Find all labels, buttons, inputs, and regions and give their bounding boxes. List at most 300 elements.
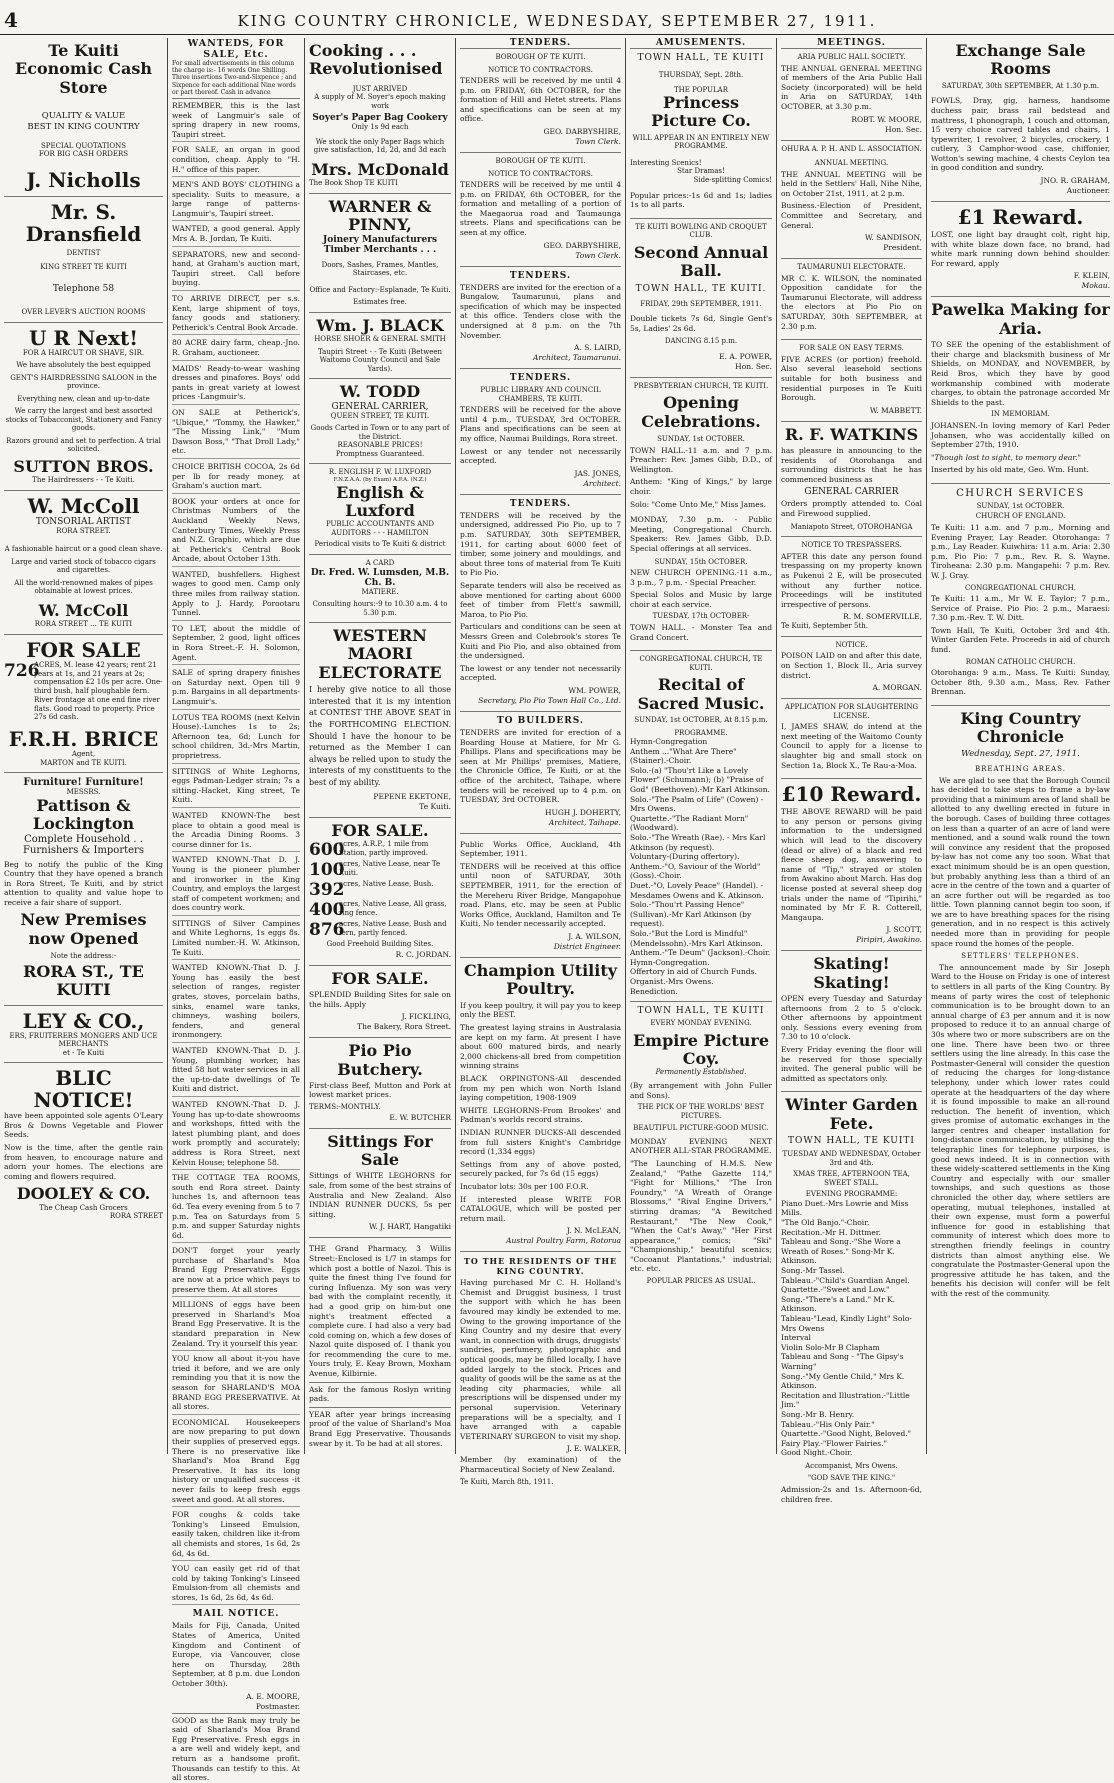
article-heading: BREATHING AREAS.: [975, 765, 1066, 774]
tender-notice: [460, 495, 621, 712]
ad-heading: Mrs. McDonald: [311, 159, 449, 179]
signature: Architect, Taumarunui.: [532, 353, 621, 363]
ad-line: Doors, Sashes, Frames, Mantles, Staircases, etc.: [321, 260, 439, 278]
ad-heading: SUTTON BROS.: [13, 456, 154, 476]
notice-body: TENDERS will be received by me until 4 p.m. on FRIDAY, 6th OCTOBER, for the formation and metalling of a portion of the Maegaorua road and Taumaunga streets. Plans and specifications can be seen at my office.: [460, 180, 621, 238]
column-6: [776, 38, 926, 1504]
ad-line: F.N.Z.A.A. (by Exam) A.P.A. (N.Z.): [333, 476, 427, 483]
ad-line: MATIERE.: [361, 587, 399, 596]
ad-line: A fashionable haircut or a good clean shave.: [4, 545, 163, 554]
programme-item: Recitation.-Mr H. Dittmer.: [781, 1227, 881, 1237]
ad-line: RORA STREET ... TE KUITI: [34, 620, 133, 629]
signature: J. FICKLING,: [401, 1012, 451, 1022]
signature: GEO. DARBYSHIRE,: [543, 127, 621, 137]
listing-text: acres, A.R.P., 1 mile from Station, partly improved.: [339, 840, 429, 857]
building-sites-ad: [309, 966, 451, 1039]
classified-item: FOR SALE, an organ in good condition, cheap. Apply to "H. H." office of this paper.: [172, 145, 300, 177]
poison-notice: [781, 637, 922, 699]
notice-body: "Though lost to sight, to memory dear.": [931, 452, 1081, 462]
ad-heading: Economic Cash Store: [15, 59, 152, 97]
article-body: The announcement made by Sir Joseph Ward to the House on Friday is one of interest to settlers in all parts of the King Country. By means of party wires the cost of telephonic communication is to be brought down to an annual charge of £3 per annum and it is now proposed to reduce it to an annual charge of 30s where two or more subscribers are on the one line. There have been two or three settlers using the line already. In this case the Postmaster-General will consider the question of reducing the charges for long-distance telephony, under which lower rates could operate at the headquarters of the day where it is found impossible to make an all-round reduction. The benefit of invention, which gives promise of automatic exchanges in the larger centres and cheaper installation for long-distance communication, by utilising the telegraphic lines for telephone purposes, is good news indeed. It is in connection with these widely-scattered settlements in the King Country and especially with our smaller townships, and such questions as those chronicled the other day, where settlers are operating, mutual telephones, installed at their own expense, must form a powerful influence for good in establishing that community of interest which does more to strengthen friendly feelings in country districts than almost anything else. We congratulate the Postmaster-General upon the progressive attitude he has taken, and the benefits his decision will confer will be felt with the rest of the community.: [931, 962, 1110, 1298]
tender-notice: [460, 834, 621, 958]
ad-heading: Furniture! Furniture!: [23, 777, 144, 789]
signature: Member (by examination) of the Pharmaceutical Society of New Zealand.: [460, 1455, 621, 1474]
column-heading: WANTEDS, FOR SALE, Etc.: [187, 38, 285, 60]
land-listing: [4, 661, 163, 722]
ad-line: TOWN HALL, TE KUITI: [788, 1136, 915, 1147]
column-heading: TENDERS.: [460, 38, 621, 49]
editorial: [931, 706, 1110, 1307]
programme-item: Solo.-"The Psalm of Life" (Cowen) -Mrs Owens.: [630, 794, 764, 814]
ad-body: Double tickets 7s 6d, Single Gent's 5s, Ladies' 2s 6d.: [630, 314, 772, 333]
ad-line: Permanently Established.: [655, 1068, 747, 1077]
signature: President.: [883, 243, 922, 253]
signature: J. SCOTT,: [886, 925, 922, 935]
notice-body: I, JAMES SHAW, do intend at the next meeting of the Waitomo County Council to apply for a license to slaughter big and small stock on Section 1a, Block X., Te Rau-a-Moa.: [781, 722, 922, 770]
tender-notice: [460, 712, 621, 834]
ad-line: R. ENGLISH F. W. LUXFORD: [328, 468, 432, 477]
ad-line: We carry the largest and best assorted stocks of Tobacconist, Stationery and Fancy goods.: [5, 407, 162, 433]
notice-body: TENDERS will be received by the undersigned, addressed Pio Pio, up to 7 p.m. SATURDAY, 30th SEPTEMBER, 1911, for carting about 6000 feet of timber, some joinery and mouldings, and about three tons of material from Te Kuiti to Pio Pio.: [460, 510, 621, 578]
notice-heading: NOTICE TO CONTRACTORS.: [488, 169, 593, 178]
ad-line: Promptness Guaranteed.: [335, 449, 425, 458]
ad-body: MONDAY, 7.30 p.m. - Public Meeting, Congregational Church. Speakers: Rev. James Gibb, D.D. Special offerings at all services.: [630, 515, 772, 553]
ad-line: PUBLIC ACCOUNTANTS AND AUDITORS - - - HAMILTON: [325, 520, 435, 537]
ad-line: Accompanist, Mrs Owens.: [805, 1461, 898, 1470]
ad-line: Soyer's Paper Bag Cookery: [312, 113, 448, 124]
reward-notice: [781, 779, 922, 951]
notice-heading: NOTICE TO CONTRACTORS.: [488, 65, 593, 74]
classified-list: [172, 101, 300, 1606]
programme-item: Solo.-(a) "Thou'rt Like a Lovely Flower" (Schumann); (b) "Praise of God" (Beethoven).-Mr Karl Atkinson.: [630, 765, 770, 795]
listing-text: acres, Native Lease, Bush and fern, partly fenced.: [339, 920, 447, 937]
ad-heading: English & Luxford: [336, 482, 424, 520]
ad-body: YEAR after year brings increasing proof of the value of Sharland's Moa Brand Egg Preservative. Thousands swear by it. To be had at all stores.: [309, 1407, 451, 1448]
acre-listing: [309, 920, 451, 940]
ad-body: (By arrangement with John Fuller and Sons).: [630, 1080, 772, 1100]
ad-line: Periodical visits to Te Kuiti & district: [314, 540, 446, 549]
ad-body: TO SEE the opening of the establishment of their charge and blacksmith business of Mr Shields, on MONDAY, and NOVEMBER, by Reid Bros, which they have by good workmanship combined with moderate charges, to obtain the patronage accorded Mr Shields to the past.: [931, 340, 1110, 407]
ad-body: TOWN HALL.-11 a.m. and 7 p.m. Preacher: Rev. James Gibb, D.D., of Wellington.: [630, 445, 772, 474]
ad-line: GENERAL CARRIER,: [331, 401, 429, 412]
notice-heading: BOROUGH OF TE KUITI.: [495, 157, 586, 166]
ad-line: SPECIAL QUOTATIONS: [40, 141, 127, 150]
classified-item: THE COTTAGE TEA ROOMS, south end Rora street. Dainty lunches 1s, and afternoon teas 6d. Tea every evening from 5 to 7 p.m. Tea on Saturdays from 5 p.m. and supper Saturday nights 6d.: [172, 1173, 300, 1243]
ad-line: FRIDAY, 29th SEPTEMBER, 1911.: [640, 299, 762, 308]
ad-heading: £1 Reward.: [957, 205, 1084, 230]
mail-notice-text: Mails for Fiji, Canada, United States of America, United Kingdom and Continent of Europe, via Vancouver, close here on Thursday, 28th September, at 8 p.m. due London October 30th).: [172, 1621, 300, 1689]
ad-line: DENTIST: [66, 248, 101, 257]
notice-heading: PUBLIC LIBRARY AND COUNCIL CHAMBERS, TE KUITI.: [480, 386, 601, 403]
ad-line: DANCING 8.15 p.m.: [664, 337, 738, 346]
programme-list: [630, 737, 772, 996]
furniture-ad: [4, 773, 163, 1005]
ad-heading: Recital of Sacred Music.: [637, 675, 765, 713]
ad-line: RORA STREET.: [56, 526, 111, 535]
signature: Piripiri, Awakino.: [856, 935, 922, 945]
signature: Mokau.: [1081, 281, 1110, 291]
notice-heading: NOTICE TO TRESPASSERS.: [801, 541, 902, 550]
notice-body: TENDERS are invited for erection of a Boarding House at Matiere, for Mr G. Phillips. Plans and specifications may be seen at Mr Phillips' premises, Matiere, the Chronicle Office, Te Kuiti, or at the office of the architect, Taihape, where tenders will be received up to 4 p.m. on TUESDAY, 3rd OCTOBER.: [460, 727, 621, 805]
notice-body: TENDERS will be received for the above until 4 p.m., TUESDAY, 3rd OCTOBER. Plans and specifications can be seen at my office, Naumai Buildings, Rora street.: [460, 405, 621, 444]
economic-cash-store-ad: [4, 38, 163, 197]
ad-line: POPULAR PRICES AS USUAL.: [646, 1277, 756, 1286]
ad-body: NEW CHURCH OPENING.-11 a.m., 3 p.m., 7 p.m. - Special Preacher.: [630, 568, 772, 587]
newspaper-title: KING COUNTRY CHRONICLE, WEDNESDAY, SEPTEMBER 27, 1911.: [237, 12, 877, 30]
picture-show-ad: [630, 49, 772, 219]
ad-line: Joinery Manufacturers: [322, 234, 438, 245]
ad-body: Te Kuiti: 11 a.m., Mr W. E. Taylor; 7 p.m., Service of Praise. Pio Pio: 2 p.m., Maraesi: 7.30 p.m.-Rev. T. W. Ditt.: [931, 594, 1110, 623]
ad-body: Sittings of WHITE LEGHORNS for sale, from some of the best strains of Australia and New Zealand. Also INDIAN RUNNER DUCKS, 5s per sitting.: [309, 1171, 451, 1219]
ad-line: All the world-renowned makes of pipes obtainable at lowest prices.: [14, 578, 153, 596]
ad-line: REASONABLE PRICES!: [337, 441, 423, 450]
notice-heading: ARIA PUBLIC HALL SOCIETY.: [797, 53, 906, 61]
signature: Te Kuiti.: [419, 801, 451, 811]
electorate-notice: [309, 623, 451, 818]
empire-pictures-ad: [630, 1002, 772, 1290]
ad-line: QUALITY & VALUE: [41, 111, 126, 122]
ad-heading: Mr. S. Dransfield: [25, 199, 142, 246]
programme-item: Tableau.-"Child's Guardian Angel.: [781, 1275, 910, 1285]
ad-heading: Pio Pio Butchery.: [337, 1041, 423, 1079]
classified-item: CHOICE BRITISH COCOA, 2s 6d per lb for ready money, at Graham's auction mart.: [172, 462, 300, 494]
ad-body: "The Launching of H.M.S. New Zealand," "Pathe Gazette 114," "Fight for Millions," "The Iron Foundry," "A Wreath of Orange Blossoms," "Rival Engine Drivers," stirring dramas; "A Bewitched Restaurant," "The New Cook," "When the Cat's Away," "Her First appearance," comics; "Ski" "Championship," beautiful scenics; "Cocoanut Plantations," industrial; etc. etc.: [630, 1158, 772, 1274]
ad-body: FOWLS, Dray, gig, harness, handsome duchess pair, brass rail bedstead and mattress, 1 phonograph, 1 couch and ottoman, 15 very choice carved tables and chairs, 1 typewriter, 1 revolver, 2 bicycles, crockery, 1 cutlery, 3 Camphor-wood case, chiffonier, Wotton's sewing machine, 4 chests Ceylon tea in good condition and sundry.: [931, 96, 1110, 173]
signature: PEPENE EKETONE,: [373, 791, 451, 801]
signature: J. N. McLEAN,: [566, 1226, 621, 1236]
column-heading: MEETINGS.: [781, 38, 922, 49]
signature: W. J. HART, Hangatiki: [369, 1222, 451, 1232]
notice-body: THE ANNUAL MEETING will be held in the Settlers' Hall, Nihe Nihe, on October 21st, 1911, at 2 p.m.: [781, 169, 922, 198]
ad-line: EVERY MONDAY EVENING.: [650, 1019, 752, 1028]
signature: A. MORGAN.: [872, 683, 922, 693]
signature: HUGH J. DOHERTY,: [544, 807, 621, 817]
ad-heading: F.R.H. BRICE: [8, 727, 159, 752]
pharmacy-testimonial: [309, 1238, 451, 1456]
signature: E. W. BUTCHER: [389, 1112, 451, 1122]
notice-heading: TAUMARUNUI ELECTORATE.: [797, 263, 906, 272]
programme-item: Interval: [781, 1333, 811, 1343]
signature: Te Kuiti, March 8th, 1911.: [460, 1477, 554, 1486]
signature: J. E. WALKER,: [566, 1444, 621, 1454]
programme-item: Quartette.-"Sweet and Low.": [781, 1285, 890, 1295]
editorial-masthead: King Country Chronicle: [960, 708, 1081, 747]
ad-body: Orders promptly attended to. Coal and Firewood supplied.: [781, 499, 922, 519]
ad-line: MARTON and TE KUITI.: [40, 758, 127, 767]
smith-ad: [309, 313, 451, 380]
ad-body: TOWN HALL. - Monster Tea and Grand Concert.: [630, 623, 772, 642]
notice-heading: TO BUILDERS.: [496, 715, 585, 726]
classified-item: WANTED KNOWN-The best place to obtain a good meal is the Arcadia Dining Rooms. 3 course dinner for 1s.: [172, 811, 300, 852]
classified-item: MAIDS' Ready-to-wear washing dresses and pinafores. Boys' odd pants in great variety at lowest prices -Langmuir's.: [172, 364, 300, 405]
programme-item: Quartette.-"Good Night, Beloved.": [781, 1429, 912, 1439]
signature: R. M. SOMERVILLE,: [843, 612, 922, 622]
for-sale-acres-ad: [309, 818, 451, 966]
ad-line: KING STREET TE KUITI: [40, 263, 127, 272]
ad-body: BLACK ORPINGTONS-All descended from my pen which won North Island laying competition, 1908-1909: [460, 1073, 621, 1103]
ad-line: We have absolutely the best equipped: [16, 361, 151, 370]
signature: F. KLEIN,: [1073, 271, 1110, 281]
signature: Hon. Sec.: [885, 124, 922, 134]
joinery-ad: [309, 194, 451, 313]
ad-body: Incubator lots: 30s per 100 F.O.R.: [460, 1181, 589, 1191]
ad-line: et - Te Kuiti: [62, 1048, 105, 1057]
classified-item: YOU can easily get rid of that cold by taking Tonking's Linseed Emulsion-from all chemists and stores, 1s 6d, 2s 6d, 4s 6d.: [172, 1564, 300, 1605]
classified-item: REMEMBER, this is the last week of Langmuir's sale of spring drapery in new rooms, Taupiri street.: [172, 101, 300, 142]
ad-line: QUEEN STREET, TE KUITI.: [330, 411, 430, 420]
programme-item: Benediction.: [630, 986, 678, 996]
signature: Postmaster.: [255, 1701, 300, 1711]
ad-line: ROMAN CATHOLIC CHURCH.: [965, 657, 1076, 666]
ad-heading: J. Nicholls: [26, 167, 141, 192]
tender-notice: [460, 49, 621, 153]
ad-line: OVER LEVER'S AUCTION ROOMS: [21, 308, 146, 317]
classified-item: MEN'S AND BOYS' CLOTHING a speciality. Suits to measure, a large range of patterns-Langmuir's, Taupiri street.: [172, 180, 300, 221]
doctor-card-ad: [309, 555, 451, 623]
ad-line: PROGRAMME.: [674, 728, 728, 737]
signature: Architect, Taihape.: [548, 817, 621, 827]
classified-item: WANTED KNOWN.-That D. J. Young, plumbing worker, has fitted 58 hot water services in all the up-to-date dwellings of Te Kuiti and district.: [172, 1046, 300, 1097]
programme-item: Song.-"My Gentle Child," Mrs K. Atkinson.: [781, 1371, 905, 1391]
notice-body: Separate tenders will also be received as above mentioned for carting about 6000 feet of timber from Flett's sawmill, Maroa, to Pio Pio.: [460, 581, 621, 619]
notice-body: TENDERS will be received by me until 4 p.m. on FRIDAY, 6th OCTOBER, for the formation of Hill and Hetet streets. Plans and specifications can be seen at my office.: [460, 76, 621, 124]
ad-body: Admission-2s and 1s. Afternoon-6d, children free.: [781, 1484, 922, 1504]
ad-body: have been appointed sole agents O'Leary Bros & Downs Vegetable and Flower Seeds.: [4, 1111, 163, 1140]
garden-fete-ad: [781, 1092, 922, 1512]
dentist-ad: [4, 197, 163, 323]
ad-body: If you keep poultry, it will pay you to keep only the BEST.: [460, 1000, 621, 1020]
ad-body: WHITE LEGHORNS-From Brookes' and Padman's worlds record strains.: [460, 1105, 621, 1125]
ad-heading: WARNER & PINNY,: [328, 196, 432, 235]
classified-item: TO ARRIVE DIRECT, per s.s. Kent, large shipment of toys, fancy goods and stationery. Petherick's Central Book Arcade.: [172, 294, 300, 335]
signature: District Engineer.: [553, 942, 621, 952]
classified-item: DON'T forget your yearly purchase of Sharland's Moa Brand Egg Preservative. Eggs are now at a price which pays to preserve them. At all stores: [172, 1246, 300, 1297]
programme-item: Hymn-Congregation: [630, 737, 708, 747]
ad-heading: Princess Picture Co.: [651, 93, 751, 131]
ad-body: Every Friday evening the floor will be reserved for those specially invited. The general public will be admitted as spectators only.: [781, 1045, 922, 1083]
ad-line: The Hairdressers - - Te Kuiti.: [32, 476, 135, 485]
ad-body: Te Kuiti: 11 a.m. and 7 p.m., Morning and Evening Prayer, Lay Reader. Otorohanga: 7 p.m., Lay Reader. Kuiwhira: 11 a.m. Aria: 2.30 p.m. Pio Pio: 7 p.m., Rev. R. S. Wayne. Tiroheana: 2.30 p.m. Mangapehi: 7 p.m. Rev. W. J. Gray.: [931, 522, 1110, 580]
ad-heading: Pattison & Lockington: [32, 795, 135, 834]
column-3: [304, 38, 455, 1454]
ad-heading: Opening Celebrations.: [641, 393, 761, 431]
notice-heading: BOROUGH OF TE KUITI.: [495, 53, 586, 61]
ad-body: Solo: "Come Unto Me," Miss James.: [630, 499, 766, 509]
programme-item: Piano Duet.-Mrs Lowrie and Miss Mills.: [781, 1198, 909, 1218]
ad-line: TOWN HALL, TE KUITI: [637, 53, 765, 63]
programme-item: Fairy Play.-"Flower Fairies.": [781, 1438, 887, 1448]
ad-line: ERS, FRUITERERS MONGERS AND UCE MERCHANTS: [9, 1031, 158, 1049]
ad-body: Anthem: "King of Kings," by large choir.: [630, 477, 772, 496]
listing-text: acres, Native Lease, All grass, ring fence.: [339, 900, 447, 917]
public-notice-ad: [4, 1063, 163, 1226]
programme-item: Solo.-"Thou'rt Passing Hence" (Sullivan).-Mr Karl Atkinson (by request).: [630, 900, 752, 929]
tender-notice: [460, 267, 621, 370]
ad-heading: W. McColl: [27, 493, 140, 518]
programme-item: Tableau and Song.-"She Wore a Wreath of Roses." Song-Mr K. Atkinson.: [781, 1237, 901, 1266]
programme-item: Song.-Mr B. Henry.: [781, 1409, 855, 1419]
ad-line: SUNDAY, 1st OCTOBER.: [976, 501, 1065, 510]
notice-body: FIVE ACRES (or portion) freehold. Also several leasehold sections suitable for both business and residential purposes in Te Kuiti Borough.: [781, 354, 922, 403]
column-1: [0, 38, 167, 1454]
butchery-ad: [309, 1038, 451, 1129]
programme-item: Voluntary-(During offertory).: [630, 852, 740, 862]
notice-heading: NOTICE.: [835, 640, 868, 649]
ad-heading: GENERAL CARRIER: [804, 487, 899, 498]
classified-item: SEPARATORS, new and second-hand, at Graham's auction mart, Taupiri street. Call before buying.: [172, 250, 300, 291]
classified-item: YOU know all about it-you have tried it before, and we are only reminding you that it is now the season for SHARLAND'S MOA BRAND EGG PRESERVATIVE. At all stores.: [172, 1354, 300, 1415]
ad-line: Telephone 58: [52, 284, 115, 295]
notice-heading: TENDERS.: [509, 373, 572, 384]
classified-item: WANTED, bushfellers. Highest wages to good men. Camp only three miles from railway station. Apply to J. Hardy, Porootaru Tunnel.: [172, 570, 300, 621]
programme-list: [781, 1199, 922, 1458]
signature: Architect.: [583, 478, 621, 488]
programme-item: Recitation and Illustration.-"Little Jim.": [781, 1390, 910, 1410]
ad-body: MONDAY EVENING NEXT ANOTHER ALL-STAR PROGRAMME.: [630, 1136, 772, 1156]
ad-heading: Wm. J. BLACK: [316, 315, 444, 335]
ad-line: A CARD: [365, 558, 395, 567]
ad-line: SUNDAY, 1st OCTOBER.: [657, 435, 745, 444]
acre-listing: [309, 880, 451, 900]
signature: R. C. JORDAN.: [395, 949, 451, 959]
ad-line: We stock the only Paper Bags which give satisfaction, 1d, 2d, and 3d each: [313, 137, 447, 155]
ad-line: Razors ground and set to perfection. A trial solicited.: [6, 436, 161, 454]
notice-heading: FOR SALE ON EASY TERMS.: [799, 344, 904, 353]
signature: The Bakery, Rora Street.: [357, 1022, 451, 1032]
acreage-number: 100: [309, 860, 345, 880]
ad-heading: FOR SALE.: [331, 820, 429, 840]
ad-line: GENT'S HAIRDRESSING SALOON in the province.: [10, 373, 157, 391]
ad-line: Note the address:-: [50, 952, 117, 961]
ad-body: I hereby give notice to all those interested that it is my intention at CONTEST THE ABOVE SEAT in the FORTHCOMING ELECTION. Should I have the honour to be returned as the Member I can always be relied upon to study the interests of my constituents to the best of my ability.: [309, 685, 451, 788]
programme-item: Duet.-"O, Lovely Peace" (Handel). -Mesdames Owens and K. Atkinson.: [630, 881, 764, 900]
tender-notice: [460, 369, 621, 495]
programme-item: Organist.-Mrs Owens.: [630, 976, 714, 986]
notice-heading: APPLICATION FOR SLAUGHTERING LICENSE.: [784, 703, 919, 720]
mail-notice-heading: MAIL NOTICE.: [192, 1609, 280, 1620]
ad-body: The greatest laying strains in Australasia are kept on my farm. At present I have about 600 matured birds, and nearly 2,000 chickens-all bred from competition winning strains: [460, 1023, 621, 1071]
notice-body: TENDERS are invited for the erection of a Bungalow, Taumarunui, plans and specification of which may be inspected at this office. Tenders close with the undersigned at 8 p.m. on the 7th November.: [460, 282, 621, 340]
ad-line: CHURCH OF ENGLAND.: [975, 512, 1066, 521]
classified-item: WANTED, a good general. Apply Mrs A. B. Jordan, Te Kuiti.: [172, 224, 300, 246]
classified-item: SITTINGS of Silver Campines and White Leghorns, 1s eggs 8s. Limited number.-H. W. Atkinson, Te Kuiti.: [172, 919, 300, 960]
classified-item: FOR coughs & colds take Tonking's Linseed Emulsion, easily taken, children like it-from all chemists and stores, 1s 6d, 2s 6d, 4s 6d.: [172, 1510, 300, 1561]
notice-body: AFTER this date any person found trespassing on my property known as Pukenui 2 E, will be prosecuted without any further notice. Proceedings will be instituted irrespective of persons.: [781, 551, 922, 609]
notice-body: Inserted by his old mate, Geo. Wm. Hunt.: [931, 465, 1089, 475]
signature: Town Clerk.: [575, 137, 621, 147]
ad-line: Timber Merchants . . .: [323, 244, 437, 255]
notice-body: Having purchased Mr C. H. Holland's Chemist and Druggist business, I trust the support with which he has been favoured may kindly be extended to me. Owing to the growing importance of the King Country and my desire that every want, in connection with drugs, druggists' sundries, perfumery, photographic and optical goods, may be filled locally, I have added largely to the stock. Prices and quality of goods will be the same as at the leading city pharmacies, while all prescriptions will be dispensed under my personal supervision. Veterinary preparations will be a specialty, and I have arranged with a capable VETERINARY SURGEON to visit my shop.: [460, 1278, 621, 1441]
programme-item: Anthem.-"Te Deum" (Jackson).-Choir.: [630, 948, 771, 958]
acre-listing: [309, 900, 451, 920]
classified-item: WANTED KNOWN.-That D. J. Young is the pioneer plumber and ironworker in the King Country, and employs the largest staff of competent workmen; and does country work.: [172, 855, 300, 916]
ad-body: Settings from any of above posted, securely packed, for 7s 6d (15 eggs): [460, 1159, 621, 1179]
notice-body: POISON LAID on and after this date, on Section 1, Block II., Aria survey district.: [781, 651, 922, 680]
programme-item: Tableau-"Lead, Kindly Light" Solo-Mrs Owens: [781, 1313, 912, 1333]
signature: JAS. JONES,: [574, 468, 621, 478]
classified-item: MILLIONS of eggs have been preserved in Sharland's Moa Brand Egg Preservative. It is the standard preparation in New Zealand. Try it yourself this year.: [172, 1300, 300, 1351]
classified-item: ON SALE at Petherick's, "Ubique," "Tommy, the Hawker," "The Missing Link," "Mum Dawson Boss," "That Droll Lady," etc.: [172, 408, 300, 459]
ad-line: THE POPULAR: [673, 85, 729, 94]
ad-body: SPLENDID Building Sites for sale on the hills. Apply: [309, 989, 451, 1009]
fruiterers-ad: [4, 1006, 163, 1064]
ad-heading: FOR SALE: [26, 637, 141, 662]
acreage-number: 726: [4, 660, 40, 681]
notice-heading: TENDERS.: [509, 270, 572, 281]
ad-line: RORA STREET: [109, 1212, 163, 1221]
programme-item: Song.-Mr Tassel.: [781, 1266, 845, 1276]
ad-body: Ask for the famous Roslyn writing pads.: [309, 1382, 451, 1404]
acreage-number: 400: [309, 900, 345, 920]
ad-body: Otorohanga: 9 a.m., Mass. Te Kuiti: Sunday, October 8th, 9.30 a.m., Mass, Rev. Father Brennan.: [931, 668, 1110, 697]
ad-line: Office and Factory:-Esplanade, Te Kuiti.: [309, 285, 451, 294]
easy-terms-ad: [781, 340, 922, 422]
classified-item: SALE of spring drapery finishes on Saturday next. Open till 9 p.m. Bargains in all departments-Langmuir's.: [172, 668, 300, 709]
notice-body: TENDERS will be received at this office until noon of SATURDAY, 30th SEPTEMBER, 1911, for the erection of the Mereheru River Bridge, Mangapohue road. Plans, etc. may be seen at Public Works Office, Auckland, Hamilton and Te Kuiti. No tender necessarily accepted.: [460, 861, 621, 929]
ad-line: FOR A HAIRCUT OR SHAVE, SIR.: [22, 348, 145, 357]
ad-heading: RORA ST., TE KUITI: [23, 961, 144, 1000]
programme-item: Song.-"There's a Land." Mr K. Atkinson.: [781, 1294, 896, 1314]
notice-body: Particulars and conditions can be seen at Messrs Green and Colebrook's stores Te Kuiti and Pio Pio, and also obtained from the undersigned.: [460, 622, 621, 661]
ad-body: INDIAN RUNNER DUCKS-All descended from full sisters Knight's Cambridge record (1,334 eggs): [460, 1127, 621, 1157]
for-sale-land-ad: [4, 635, 163, 773]
acre-listing: [309, 860, 451, 880]
signature: A. E. MOORE,: [246, 1691, 300, 1701]
ad-heading: Pawelka Making for Aria.: [931, 300, 1110, 338]
carrier-ad: [781, 422, 922, 537]
ad-body: has pleasure in announcing to the residents of Otorohanga and surrounding districts that he has commenced business as: [781, 446, 922, 484]
ad-line: Furnishers & Importers: [23, 844, 144, 856]
signature: A. S. LAIRD,: [574, 343, 621, 353]
acreage-number: 876: [309, 920, 345, 940]
ad-line: TOWN HALL, TE KUITI: [637, 1006, 765, 1017]
ad-line: Taupiri Street - - Te Kuiti (Between Waitomo County Council and Sale Yards).: [317, 347, 442, 373]
programme-item: Anthem.-"O, Saviour of the World" (Goss).-Choir.: [630, 861, 761, 881]
notice-body: MR C. K. WILSON, the nominated Opposition candidate for the Taumarunui Electorate, will address the electors at Pio Pio on SATURDAY, 30th SEPTEMBER, at 2.30 p.m.: [781, 273, 922, 331]
signature: GEO. DARBYSHIRE,: [543, 240, 621, 250]
notice-body: LOST, one light bay draught colt, right hip, with white blaze down face, no brand, had white mark running down behind shoulder. For reward, apply: [931, 230, 1110, 268]
programme-item: "The Old Banjo."-Choir.: [781, 1218, 870, 1228]
notice-body: The lowest or any tender not necessarily accepted.: [460, 663, 621, 683]
ad-line: MESSRS.: [66, 788, 101, 797]
ad-line: CONGREGATIONAL CHURCH, TE KUITI.: [639, 655, 763, 672]
license-notice: [781, 699, 922, 779]
acre-listing: [309, 840, 451, 860]
signature: Auctioneer.: [1066, 186, 1110, 196]
hairdresser-ad: [4, 323, 163, 491]
ad-heading: £10 Reward.: [781, 782, 922, 807]
listing-text: ACRES, M. lease 42 years; rent 21 years at 1s, and 21 years at 2s; compensation £2 10s per acre. One-third bush, half ploughable fern. River frontage at one end fine river flats. Good road to property. Price 27s 6d cash.: [34, 660, 163, 722]
church-opening-ad: [630, 378, 772, 651]
programme-item: Anthem ..."What Are There" (Stainer).-Choir.: [630, 746, 737, 766]
rate-notice: For small advertisements in this column the charge is:- 16 words One Shilling. Three insertions Two-and-Sixpence ; and Sixpence for each additional Nine words or part thereof. Cash in advance: [172, 60, 300, 99]
ad-heading: Second Annual Ball.: [633, 242, 769, 281]
ad-heading: W. TODD: [339, 382, 421, 402]
ad-line: TE KUITI BOWLING AND CROQUET CLUB.: [635, 222, 767, 240]
editorial-date: Wednesday, Sept. 27, 1911.: [961, 748, 1080, 759]
chemist-notice: [460, 1252, 621, 1491]
notice-body: Lowest or any tender not necessarily accepted.: [460, 446, 621, 466]
column-2: [167, 38, 304, 1783]
programme-item: Offertory in aid of Church Funds.: [630, 967, 757, 977]
notice-body: Business.-Election of President, Committee and Secretary, and General.: [781, 201, 922, 230]
ad-heading: Te Kuiti: [48, 41, 119, 60]
classified-item: 80 ACRE dairy farm, cheap.-Jno. R. Graham, auctioneer.: [172, 338, 300, 360]
ad-line: Complete Household . .: [24, 833, 143, 845]
ad-line: Only 1s 9d each: [351, 123, 409, 132]
ad-line: TONSORIAL ARTIST: [35, 516, 132, 527]
acreage-number: 392: [309, 880, 345, 900]
